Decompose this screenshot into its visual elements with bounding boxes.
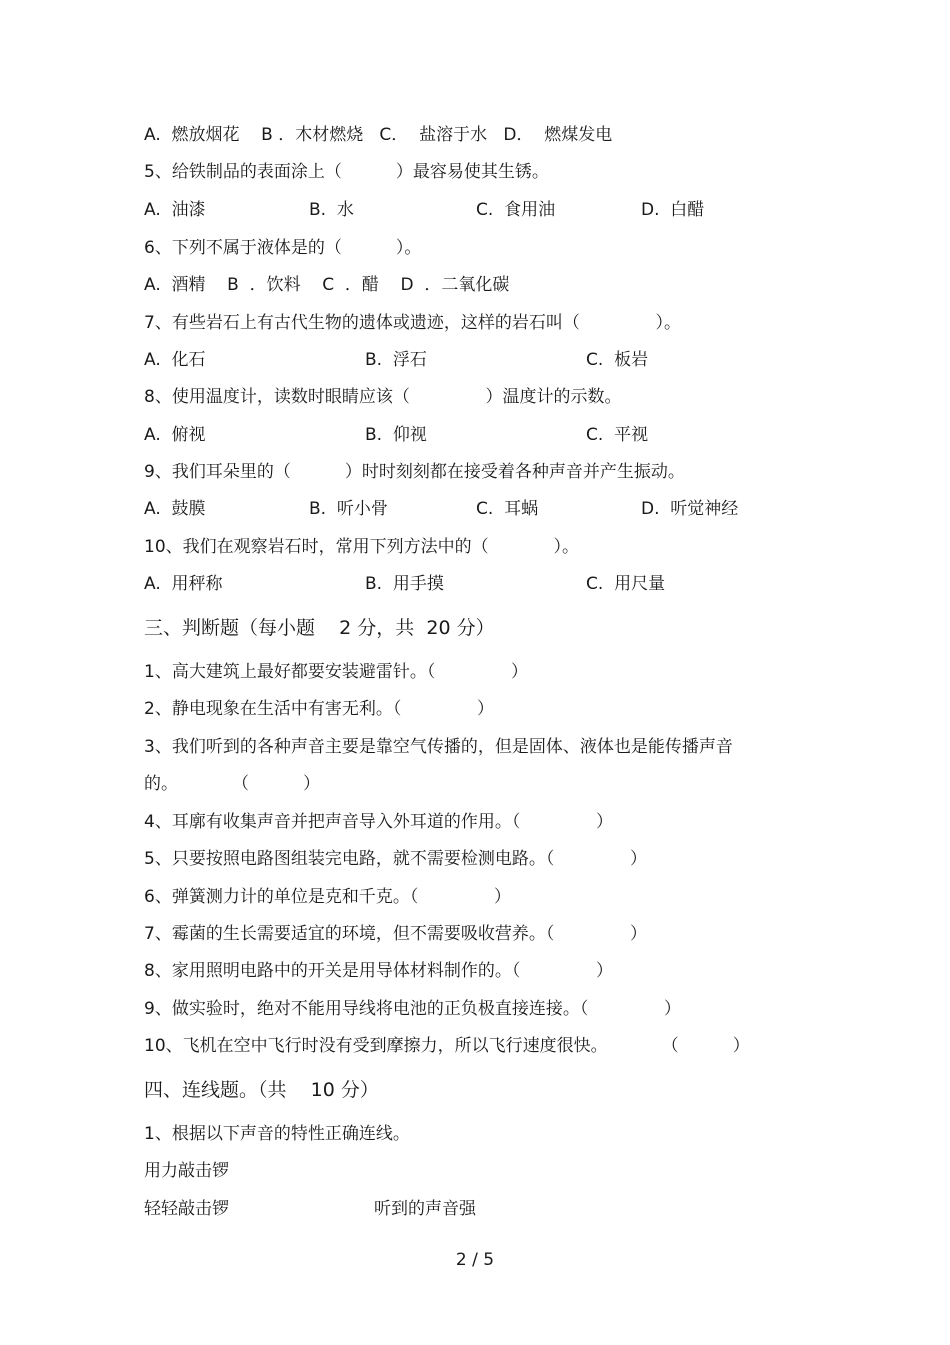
q6-options: A. 酒精 B ．饮料 C ．醋 D ．二氧化碳 xyxy=(144,275,510,295)
q8-option-b: B. 仰视 xyxy=(365,425,427,445)
section4-heading: 四、连线题。（共 10 分） xyxy=(144,1079,379,1101)
q5-question: 5、给铁制品的表面涂上（ ）最容易使其生锈。 xyxy=(144,162,549,182)
section3-heading: 三、判断题（每小题 2 分，共 20 分） xyxy=(144,617,495,639)
matching-right-item-1: 听到的声音强 xyxy=(374,1199,476,1219)
q7-option-b: B. 浮石 xyxy=(365,350,427,370)
q4-options: A. 燃放烟花 B ．木材燃烧 C． 盐溶于水 D． 燃煤发电 xyxy=(144,125,613,145)
q6-question: 6、下列不属于液体是的（ ）。 xyxy=(144,238,422,258)
judge-item-8: 8、家用照明电路中的开关是用导体材料制作的。（ ） xyxy=(144,961,613,981)
q7-option-a: A. 化石 xyxy=(144,350,206,370)
judge-item-3-cont: 的。 （ ） xyxy=(144,774,321,794)
judge-item-9: 9、做实验时，绝对不能用导线将电池的正负极直接连接。（ ） xyxy=(144,999,681,1019)
q5-option-c: C. 食用油 xyxy=(476,200,556,220)
q9-option-b: B. 听小骨 xyxy=(309,499,388,519)
judge-item-7: 7、霉菌的生长需要适宜的环境，但不需要吸收营养。（ ） xyxy=(144,924,647,944)
q10-option-b: B. 用手摸 xyxy=(365,574,444,594)
q5-option-d: D. 白醋 xyxy=(641,200,705,220)
q9-option-d: D. 听觉神经 xyxy=(641,499,739,519)
q9-option-c: C. 耳蜗 xyxy=(476,499,539,519)
q8-option-c: C. 平视 xyxy=(586,425,649,445)
judge-item-10: 10、飞机在空中飞行时没有受到摩擦力，所以飞行速度很快。 （ ） xyxy=(144,1036,750,1056)
q9-option-a: A. 鼓膜 xyxy=(144,499,206,519)
judge-item-4: 4、耳廓有收集声音并把声音导入外耳道的作用。（ ） xyxy=(144,812,613,832)
page-number: 2 / 5 xyxy=(455,1250,495,1270)
q8-question: 8、使用温度计，读数时眼睛应该（ ）温度计的示数。 xyxy=(144,387,622,407)
q8-option-a: A. 俯视 xyxy=(144,425,206,445)
q10-question: 10、我们在观察岩石时，常用下列方法中的（ ）。 xyxy=(144,537,579,557)
q9-question: 9、我们耳朵里的（ ）时时刻刻都在接受着各种声音并产生振动。 xyxy=(144,462,685,482)
q7-option-c: C. 板岩 xyxy=(586,350,649,370)
judge-item-2: 2、静电现象在生活中有害无利。（ ） xyxy=(144,699,494,719)
q5-option-b: B. 水 xyxy=(309,200,354,220)
judge-item-6: 6、弹簧测力计的单位是克和千克。（ ） xyxy=(144,887,511,907)
q10-option-a: A. 用秤称 xyxy=(144,574,223,594)
matching-left-item-1: 用力敲击锣 xyxy=(144,1161,229,1181)
section4-q1: 1、根据以下声音的特性正确连线。 xyxy=(144,1124,410,1144)
judge-item-5: 5、只要按照电路图组装完电路，就不需要检测电路。（ ） xyxy=(144,849,647,869)
q10-option-c: C. 用尺量 xyxy=(586,574,666,594)
q5-option-a: A. 油漆 xyxy=(144,200,206,220)
judge-item-3: 3、我们听到的各种声音主要是靠空气传播的，但是固体、液体也是能传播声音 xyxy=(144,737,733,757)
q7-question: 7、有些岩石上有古代生物的遗体或遗迹，这样的岩石叫（ ）。 xyxy=(144,313,681,333)
judge-item-1: 1、高大建筑上最好都要安装避雷针。（ ） xyxy=(144,662,528,682)
matching-left-item-2: 轻轻敲击锣 xyxy=(144,1199,229,1219)
